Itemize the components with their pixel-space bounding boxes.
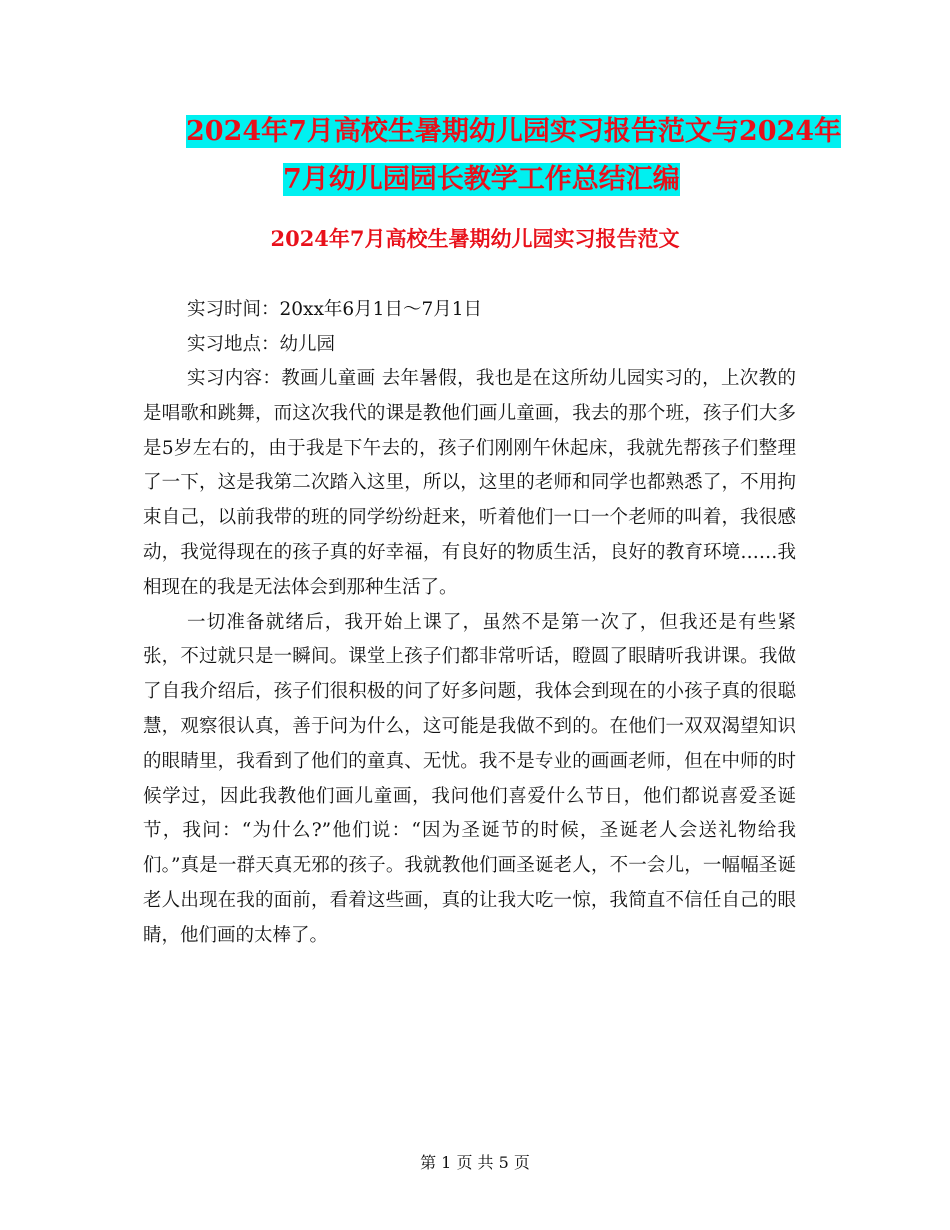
document-title — [0, 108, 950, 204]
document-body — [143, 292, 796, 954]
document-title-line-2 — [0, 156, 950, 204]
internship-time: 实习时间：20xx年6月1日～7月1日 — [187, 299, 482, 320]
title-highlight-1: 2024年7月高校生暑期幼儿园实习报告范文与2024年 — [186, 116, 842, 147]
title-highlight-2: 7月幼儿园园长教学工作总结汇编 — [283, 164, 680, 195]
page-number: 第 1 页 共 5 页 — [420, 1153, 530, 1172]
internship-place: 实习地点：幼儿园 — [187, 334, 336, 355]
section-title: 2024年7月高校生暑期幼儿园实习报告范文 — [270, 226, 680, 251]
paragraph-2: 一切准备就绪后，我开始上课了，虽然不是第一次了，但我还是有些紧张，不过就只是一瞬间。课堂上孩子们都非常听话，瞪圆了眼睛听我讲课。我做了自我介绍后，孩子们很积极的问了好多问题，我体会到现在的小孩子真的很聪慧，观察很认真，善于问为什么，这可能是我做不到的。在他们一双双渴望知识的眼睛里，我看到了他们的童真、无忧。我不是专业的画画老师，但在中师的时候学过，因此我教他们画儿童画，我问他们喜爱什么节日，他们都说喜爱圣诞节，我问：“为什么?”他们说：“因为圣诞节的时候，圣诞老人会送礼物给我们。”真是一群天真无邪的孩子。我就教他们画圣诞老人，不一会儿，一幅幅圣诞老人出现在我的面前，看着这些画，真的让我大吃一惊，我简直不信任自己的眼睛，他们画的太棒了。 — [143, 611, 796, 946]
document-title-line-1 — [0, 108, 950, 156]
paragraph-1: 实习内容：教画儿童画 去年暑假，我也是在这所幼儿园实习的，上次教的是唱歌和跳舞，而这次我代的课是教他们画儿童画，我去的那个班，孩子们大多是5岁左右的，由于我是下午去的，孩子们刚刚午休起床，我就先帮孩子们整理了一下，这是我第二次踏入这里，所以，这里的老师和同学也都熟悉了，不用拘束自己，以前我带的班的同学纷纷赶来，听着他们一口一个老师的叫着，我很感动，我觉得现在的孩子真的好幸福，有良好的物质生活，良好的教育环境……我相现在的我是无法体会到那种生活了。 — [143, 368, 796, 598]
